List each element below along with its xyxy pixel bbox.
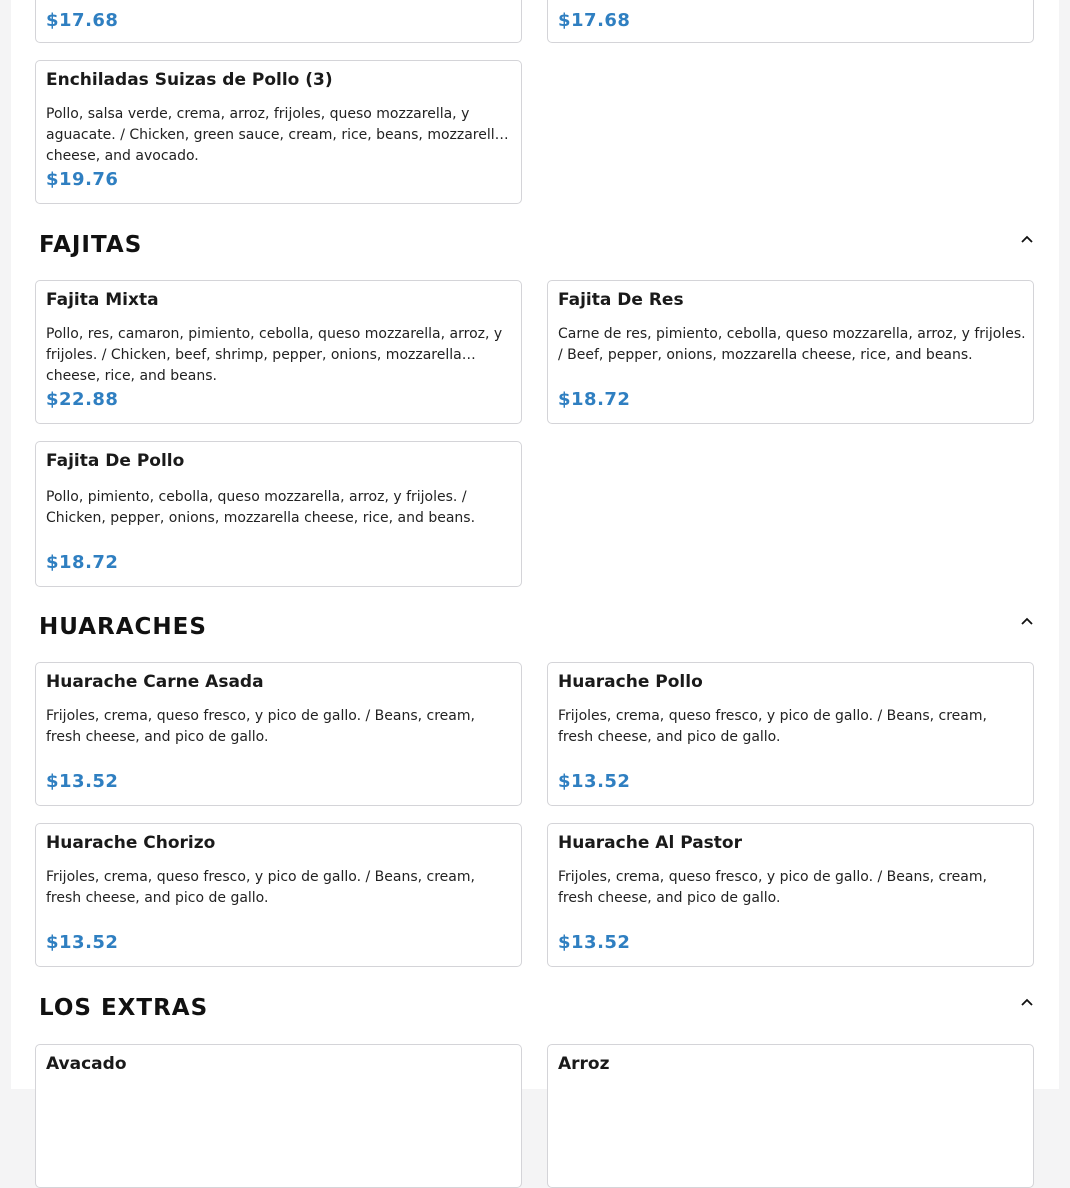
- item-name: Huarache Chorizo: [46, 833, 216, 853]
- item-price: $17.68: [558, 10, 631, 31]
- menu-item-card[interactable]: [547, 662, 1034, 806]
- menu-item-card[interactable]: [35, 0, 522, 43]
- menu-item-card[interactable]: [547, 1044, 1034, 1188]
- item-price: $13.52: [46, 932, 119, 953]
- menu-item-card[interactable]: [35, 662, 522, 806]
- section-title-huaraches: HUARACHES: [39, 614, 207, 640]
- item-price: $13.52: [46, 771, 119, 792]
- item-name: Fajita De Res: [558, 290, 684, 310]
- item-description: Pollo, res, camaron, pimiento, cebolla, queso mozzarella, arroz, y frijoles. / Chicken, beef, shrimp, pepper, onions, mozzarella cheese, rice, and beans.: [46, 326, 503, 384]
- item-name: Avacado: [46, 1054, 127, 1074]
- item-name: Huarache Carne Asada: [46, 672, 264, 692]
- item-name: Enchiladas Suizas de Pollo (3): [46, 70, 333, 90]
- menu-item-card[interactable]: [547, 0, 1034, 43]
- item-description: Pollo, salsa verde, crema, arroz, frijoles, queso mozzarella, y aguacate. / Chicken, green sauce, cream, rice, beans, mozzarella cheese, and avocado.: [46, 106, 504, 164]
- menu-item-card[interactable]: [35, 280, 522, 424]
- item-description: Pollo, pimiento, cebolla, queso mozzarella, arroz, y frijoles. / Chicken, pepper, onions, mozzarella cheese, rice, and beans.: [46, 489, 476, 526]
- item-description: Frijoles, crema, queso fresco, y pico de gallo. / Beans, cream, fresh cheese, and pico de gallo.: [558, 869, 987, 906]
- item-price: $17.68: [46, 10, 119, 31]
- item-name: Huarache Al Pastor: [558, 833, 742, 853]
- item-description: Frijoles, crema, queso fresco, y pico de gallo. / Beans, cream, fresh cheese, and pico de gallo.: [46, 869, 475, 906]
- menu-item-card[interactable]: [35, 823, 522, 967]
- item-name: Arroz: [558, 1054, 610, 1074]
- menu-item-card[interactable]: [35, 1044, 522, 1188]
- chevron-up-icon[interactable]: [1021, 996, 1033, 1008]
- item-description: Carne de res, pimiento, cebolla, queso mozzarella, arroz, y frijoles. / Beef, pepper, onions, mozzarella cheese, rice, and beans.: [558, 326, 1026, 363]
- item-price: $13.52: [558, 771, 631, 792]
- item-description: Frijoles, crema, queso fresco, y pico de gallo. / Beans, cream, fresh cheese, and pico de gallo.: [46, 708, 475, 745]
- item-price: $19.76: [46, 169, 119, 190]
- item-name: Fajita De Pollo: [46, 451, 185, 471]
- item-price: $22.88: [46, 389, 119, 410]
- item-name: Huarache Pollo: [558, 672, 703, 692]
- item-price: $13.52: [558, 932, 631, 953]
- item-price: $18.72: [46, 552, 119, 573]
- menu-panel: [11, 0, 1059, 1089]
- section-title-extras: LOS EXTRAS: [39, 995, 209, 1021]
- menu-item-card[interactable]: [547, 280, 1034, 424]
- menu-item-card[interactable]: [35, 441, 522, 587]
- item-name: Fajita Mixta: [46, 290, 159, 310]
- menu-item-card[interactable]: [35, 60, 522, 204]
- item-price: $18.72: [558, 389, 631, 410]
- menu-item-card[interactable]: [547, 823, 1034, 967]
- chevron-up-icon[interactable]: [1021, 233, 1033, 245]
- section-title-fajitas: FAJITAS: [39, 232, 143, 258]
- chevron-up-icon[interactable]: [1021, 615, 1033, 627]
- item-description: Frijoles, crema, queso fresco, y pico de gallo. / Beans, cream, fresh cheese, and pico de gallo.: [558, 708, 987, 745]
